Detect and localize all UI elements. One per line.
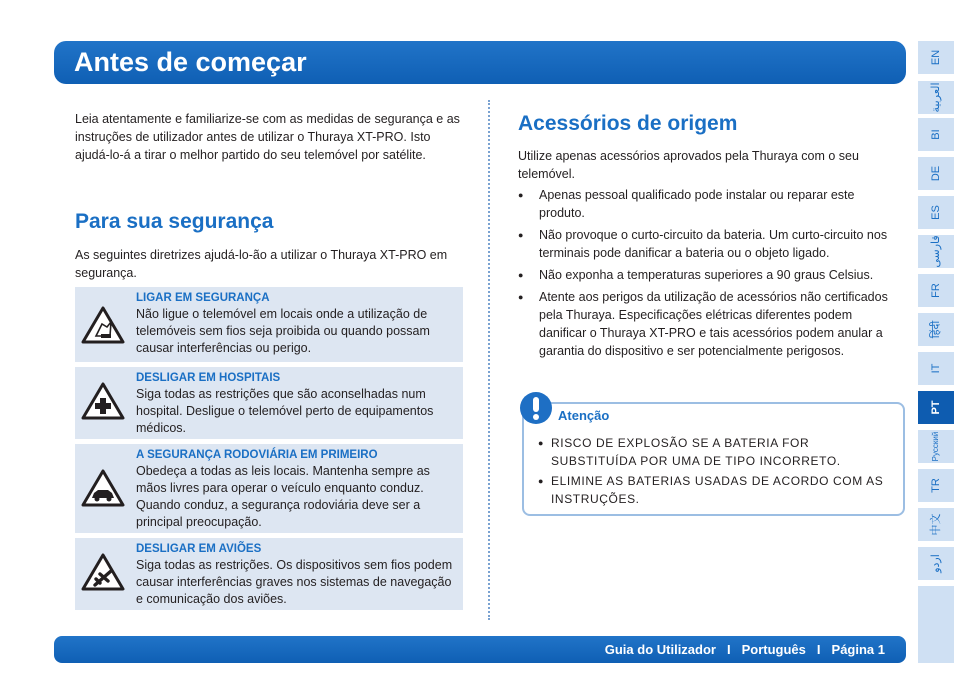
footer-guide: Guia do Utilizador bbox=[604, 642, 716, 657]
list-item: ● ELIMINE AS BATERIAS USADAS DE ACORDO COM AS INSTRUÇÕES. bbox=[538, 472, 894, 508]
safety-item-heading: A SEGURANÇA RODOVIÁRIA EM PRIMEIRO bbox=[136, 449, 378, 461]
safety-item-heading: LIGAR EM SEGURANÇA bbox=[136, 292, 270, 304]
footer-separator: I bbox=[726, 642, 731, 657]
footer-language: Português bbox=[741, 642, 806, 657]
list-item: ● Atente aos perigos da utilização de acessórios não certificados pela Thuraya. Especificações elétricas diferentes podem danificar o Thuraya XT-PRO e tais acessórios podem anular a garantia do dispositivo e ser potencialmente perigosos. bbox=[518, 288, 900, 360]
warning-heading: Atenção bbox=[558, 408, 610, 423]
lang-tab-hi[interactable]: हिंदी bbox=[918, 313, 954, 346]
lang-tab-en[interactable]: EN bbox=[918, 41, 954, 74]
lang-tab-empty bbox=[918, 586, 954, 663]
title-bar bbox=[54, 41, 906, 84]
page-title: Antes de começar bbox=[74, 47, 307, 77]
medical-cross-icon bbox=[80, 381, 126, 421]
footer-page-number: Página 1 bbox=[831, 642, 885, 657]
safety-item-heading: DESLIGAR EM AVIÕES bbox=[136, 543, 262, 555]
list-item: ● Não provoque o curto-circuito da bateria. Um curto-circuito nos terminais pode danificar a bateria ou o objeto ligado. bbox=[518, 226, 900, 262]
lang-tab-fa[interactable]: فارسی bbox=[918, 235, 954, 268]
exclamation-icon bbox=[520, 392, 552, 424]
safety-intro: As seguintes diretrizes ajudá-lo-ão a utilizar o Thuraya XT-PRO em segurança. bbox=[75, 248, 448, 280]
safety-item-body: Não ligue o telemóvel em locais onde a utilização de telemóveis sem fios seja proibida ou quando possam causar interferências ou perigo. bbox=[136, 307, 430, 355]
safety-item-body: Siga todas as restrições. Os dispositivos sem fios podem causar interferências graves nos sistemas de navegação e comunicação dos aviões. bbox=[136, 558, 453, 606]
safety-item-body: Siga todas as restrições que são aconselhadas num hospital. Desligue o telemóvel perto de equipamentos médicos. bbox=[136, 387, 434, 435]
footer-bar bbox=[54, 636, 906, 663]
language-sidebar bbox=[918, 41, 954, 663]
lang-tab-ur[interactable]: اردو bbox=[918, 547, 954, 580]
safety-item-body: Obedeça a todas as leis locais. Mantenha sempre as mãos livres para operar o veículo enquanto conduz. Quando conduz, a segurança rodoviária deve ser a principal preocupação. bbox=[136, 464, 430, 529]
airplane-icon bbox=[80, 552, 126, 592]
hand-phone-icon bbox=[80, 305, 126, 345]
intro-paragraph: Leia atentamente e familiarize-se com as medidas de segurança e as instruções de utilizador antes de utilizar o Thuraya XT-PRO. Isto ajudá-lo-á a tirar o melhor partido do seu telemóvel por satélite. bbox=[75, 112, 460, 162]
warning-list bbox=[538, 434, 894, 510]
list-item: ● Não exponha a temperaturas superiores a 90 graus Celsius. bbox=[518, 266, 900, 284]
lang-tab-ar[interactable]: العربية bbox=[918, 81, 954, 114]
lang-tab-ru[interactable]: Русский bbox=[918, 430, 954, 463]
car-icon bbox=[80, 468, 126, 508]
safety-item-road-safety bbox=[75, 444, 463, 533]
safety-heading: Para sua segurança bbox=[75, 210, 274, 233]
list-item: ● RISCO DE EXPLOSÃO SE A BATERIA FOR SUBSTITUÍDA POR UMA DE TIPO INCORRETO. bbox=[538, 434, 894, 470]
safety-item-heading: DESLIGAR EM HOSPITAIS bbox=[136, 372, 281, 384]
safety-item-power-on bbox=[75, 287, 463, 362]
lang-tab-es[interactable]: ES bbox=[918, 196, 954, 229]
accessories-heading: Acessórios de origem bbox=[518, 112, 738, 135]
column-divider bbox=[488, 100, 490, 620]
lang-tab-bi[interactable]: BI bbox=[918, 118, 954, 151]
accessories-list bbox=[518, 186, 900, 364]
lang-tab-fr[interactable]: FR bbox=[918, 274, 954, 307]
safety-item-hospitals bbox=[75, 367, 463, 439]
lang-tab-tr[interactable]: TR bbox=[918, 469, 954, 502]
list-item: ● Apenas pessoal qualificado pode instalar ou reparar este produto. bbox=[518, 186, 900, 222]
lang-tab-de[interactable]: DE bbox=[918, 157, 954, 190]
footer-separator: I bbox=[816, 642, 821, 657]
lang-tab-pt[interactable]: PT bbox=[918, 391, 954, 424]
lang-tab-it[interactable]: IT bbox=[918, 352, 954, 385]
lang-tab-zh[interactable]: 中文 bbox=[918, 508, 954, 541]
safety-item-aircraft bbox=[75, 538, 463, 610]
accessories-intro: Utilize apenas acessórios aprovados pela Thuraya com o seu telemóvel. bbox=[518, 149, 859, 181]
